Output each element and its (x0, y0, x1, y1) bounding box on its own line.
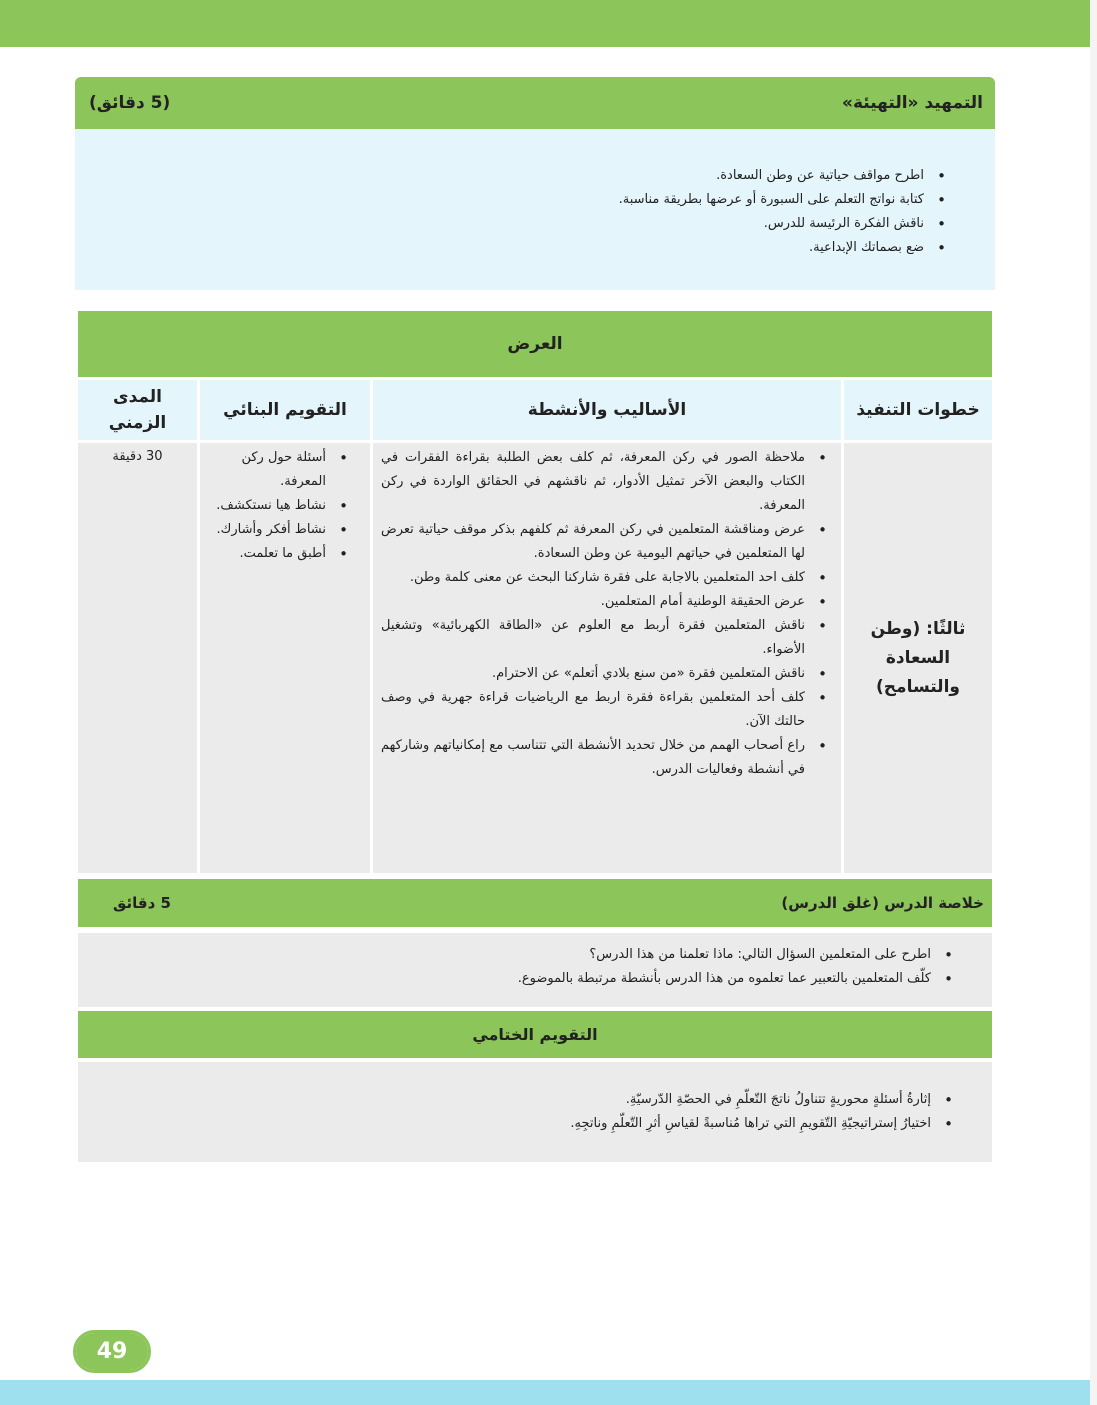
final-assessment-body (78, 1062, 992, 1162)
summary-body (78, 933, 992, 1007)
top-green-bar (0, 0, 1090, 47)
list-item: • أطبق ما تعلمت. (206, 542, 352, 566)
list-item: • ضع بصماتك الإبداعية. (75, 236, 950, 260)
formative-list (206, 446, 352, 566)
page-number: 49 (76, 1333, 148, 1370)
list-item: • ناقش المتعلمين فقرة «من سنع بلادي أتعلم» عن الاحترام. (381, 662, 831, 686)
duration-value: 30 دقيقة (112, 449, 163, 464)
activities-cell (373, 443, 841, 873)
list-item: • كلف احد المتعلمين بالاجابة على فقرة شاركنا البحث عن معنى كلمة وطن. (381, 566, 831, 590)
list-item: • عرض الحقيقة الوطنية أمام المتعلمين. (381, 590, 831, 614)
list-item: • ملاحظة الصور في ركن المعرفة، ثم كلف بعض الطلبة بقراءة الفقرات في الكتاب والبعض الآخر تمثيل الأدوار، ثم ناقشهم في الحقائق الواردة في ركن المعرفة. (381, 446, 831, 518)
presentation-table (78, 377, 992, 873)
list-item: • إثارةُ أسئلةٍ محوريةٍ تتناولُ ناتجَ التّعلّمِ في الحصّةِ الدّرسيّةِ. (78, 1088, 957, 1112)
intro-duration: (5 دقائق) (89, 93, 171, 113)
list-item: • أسئلة حول ركن المعرفة. (206, 446, 352, 494)
bottom-blue-bar (0, 1380, 1090, 1405)
summary-title: خلاصة الدرس (غلق الدرس) (781, 894, 984, 912)
header-steps: خطوات التنفيذ (844, 380, 992, 440)
steps-cell (844, 443, 992, 873)
header-formative: التقويم البنائي (200, 380, 370, 440)
summary-header (78, 879, 992, 927)
list-item: • كلف أحد المتعلمين بقراءة فقرة اربط مع الرياضيات قراءة جهرية في وصف حالتك الآن. (381, 686, 831, 734)
list-item: • كتابة نواتج التعلم على السبورة أو عرضها بطريقة مناسبة. (75, 188, 950, 212)
summary-list (78, 943, 957, 991)
list-item: • كلّف المتعلمين بالتعبير عما تعلموه من هذا الدرس بأنشطة مرتبطة بالموضوع. (78, 967, 957, 991)
list-item: • نشاط أفكر وأشارك. (206, 518, 352, 542)
final-assessment-list (78, 1088, 957, 1136)
header-duration: المدى الزمني (78, 380, 197, 440)
header-activities: الأساليب والأنشطة (373, 380, 841, 440)
list-item: • اطرح على المتعلمين السؤال التالي: ماذا تعلمنا من هذا الدرس؟ (78, 943, 957, 967)
formative-cell (200, 443, 370, 873)
summary-duration: 5 دقائق (113, 894, 171, 912)
intro-title: التمهيد «التهيئة» (842, 93, 983, 113)
list-item: • عرض ومناقشة المتعلمين في ركن المعرفة ثم كلفهم بذكر موقف حياتية تعرض لها المتعلمين في حياتهم اليومية عن وطن السعادة. (381, 518, 831, 566)
list-item: • ناقش الفكرة الرئيسة للدرس. (75, 212, 950, 236)
list-item: • نشاط هيا نستكشف. (206, 494, 352, 518)
duration-cell (78, 443, 197, 873)
intro-header (75, 77, 995, 129)
page-right-edge (1090, 0, 1097, 1405)
intro-list (75, 164, 950, 260)
presentation-title: العرض (78, 311, 992, 377)
list-item: • اختيارُ إستراتيجيّةِ التّقويمِ التي تراها مُناسبةً لقياسِ أثرِ التّعلّمِ وناتجِهِ. (78, 1112, 957, 1136)
intro-body (75, 129, 995, 290)
list-item: • ناقش المتعلمين فقرة أربط مع العلوم عن «الطاقة الكهربائية» وتشغيل الأضواء. (381, 614, 831, 662)
activities-list (381, 446, 831, 782)
step-label: ثالثًا: (وطن السعادة والتسامح) (870, 618, 966, 697)
list-item: • راع أصحاب الهمم من خلال تحديد الأنشطة التي تتناسب مع إمكانياتهم وشاركهم في أنشطة وفعاليات الدرس. (381, 734, 831, 782)
list-item: • اطرح مواقف حياتية عن وطن السعادة. (75, 164, 950, 188)
final-assessment-title: التقويم الختامي (78, 1011, 992, 1058)
